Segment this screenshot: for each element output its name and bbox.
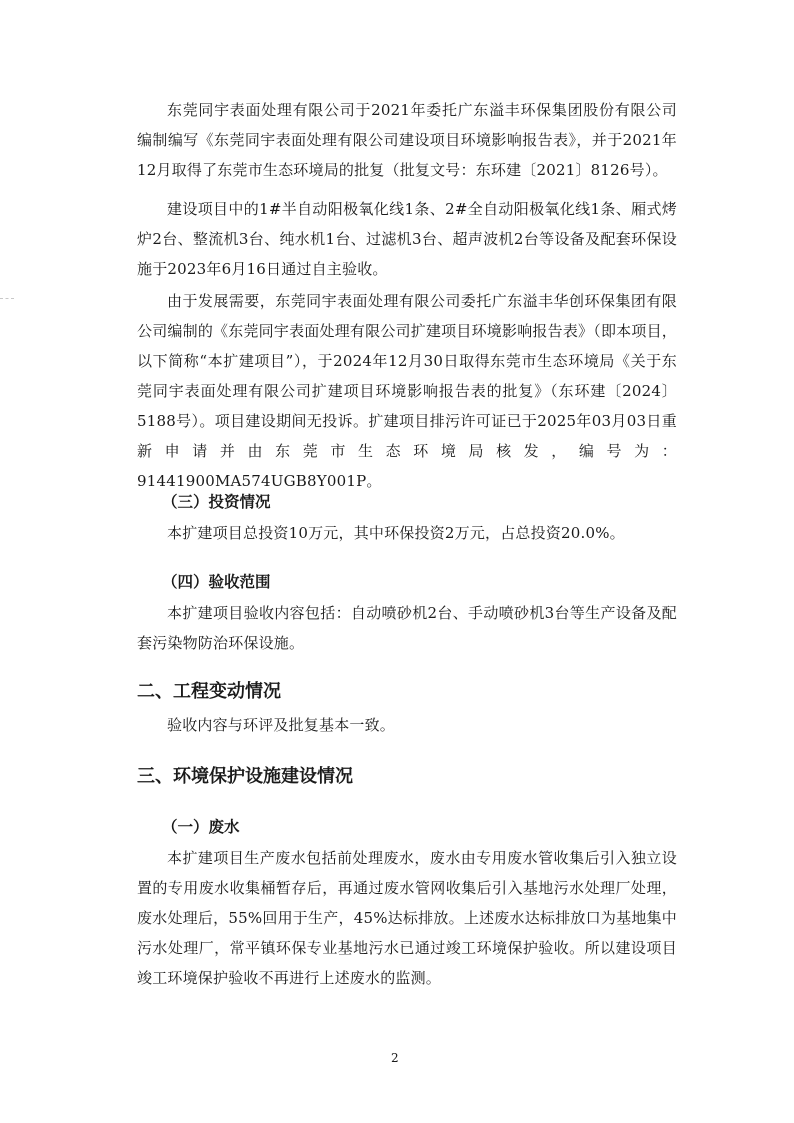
paragraph-acceptance-scope: 本扩建项目验收内容包括：自动喷砂机2台、手动喷砂机3台等生产设备及配套污染物防治环保设施。 xyxy=(137,604,677,652)
heading-investment: （三）投资情况 xyxy=(162,493,271,511)
heading-wastewater: （一）废水 xyxy=(162,818,240,836)
page-number: 2 xyxy=(391,1051,399,1065)
paragraph-wastewater: 本扩建项目生产废水包括前处理废水，废水由专用废水管收集后引入独立设置的专用废水收集桶暂存后，再通过废水管网收集后引入基地污水处理厂处理，废水处理后，55%回用于生产，45%达标排放。上述废水达标排放口为基地集中污水处理厂，常平镇环保专业基地污水已通过竣工环境保护验收。所以建设项目竣工环境保护验收不再进行上述废水的监测。 xyxy=(137,849,677,987)
paragraph-eia-background: 东莞同宇表面处理有限公司于2021年委托广东溢丰环保集团股份有限公司编制编写《东莞同宇表面处理有限公司建设项目环境影响报告表》，并于2021年12月取得了东莞市生态环境局的批复（批复文号：东环建〔2021〕8126号）。 xyxy=(137,101,677,179)
heading-project-changes: 二、工程变动情况 xyxy=(137,681,281,702)
heading-env-facilities: 三、环境保护设施建设情况 xyxy=(137,766,353,787)
paragraph-investment: 本扩建项目总投资10万元，其中环保投资2万元，占总投资20.0%。 xyxy=(167,524,625,542)
paragraph-expansion-project: 由于发展需要，东莞同宇表面处理有限公司委托广东溢丰华创环保集团有限公司编制的《东莞同宇表面处理有限公司扩建项目环境影响报告表》（即本项目，以下简称“本扩建项目”），于2024年12月30日取得东莞市生态环境局《关于东莞同宇表面处理有限公司扩建项目环境影响报告表的批复》（东环建〔2024〕5188号）。项目建设期间无投诉。扩建项目排污许可证已于2025年03月03日重新申请并由东莞市生态环境局核发，编号为：91441900MA574UGB8Y001P。 xyxy=(137,292,677,490)
scan-margin-mark xyxy=(0,298,14,300)
heading-acceptance-scope: （四）验收范围 xyxy=(162,573,271,591)
paragraph-existing-acceptance: 建设项目中的1#半自动阳极氧化线1条、2#全自动阳极氧化线1条、厢式烤炉2台、整流机3台、纯水机1台、过滤机3台、超声波机2台等设备及配套环保设施于2023年6月16日通过自主验收。 xyxy=(137,200,677,278)
paragraph-project-changes: 验收内容与环评及批复基本一致。 xyxy=(167,716,396,734)
